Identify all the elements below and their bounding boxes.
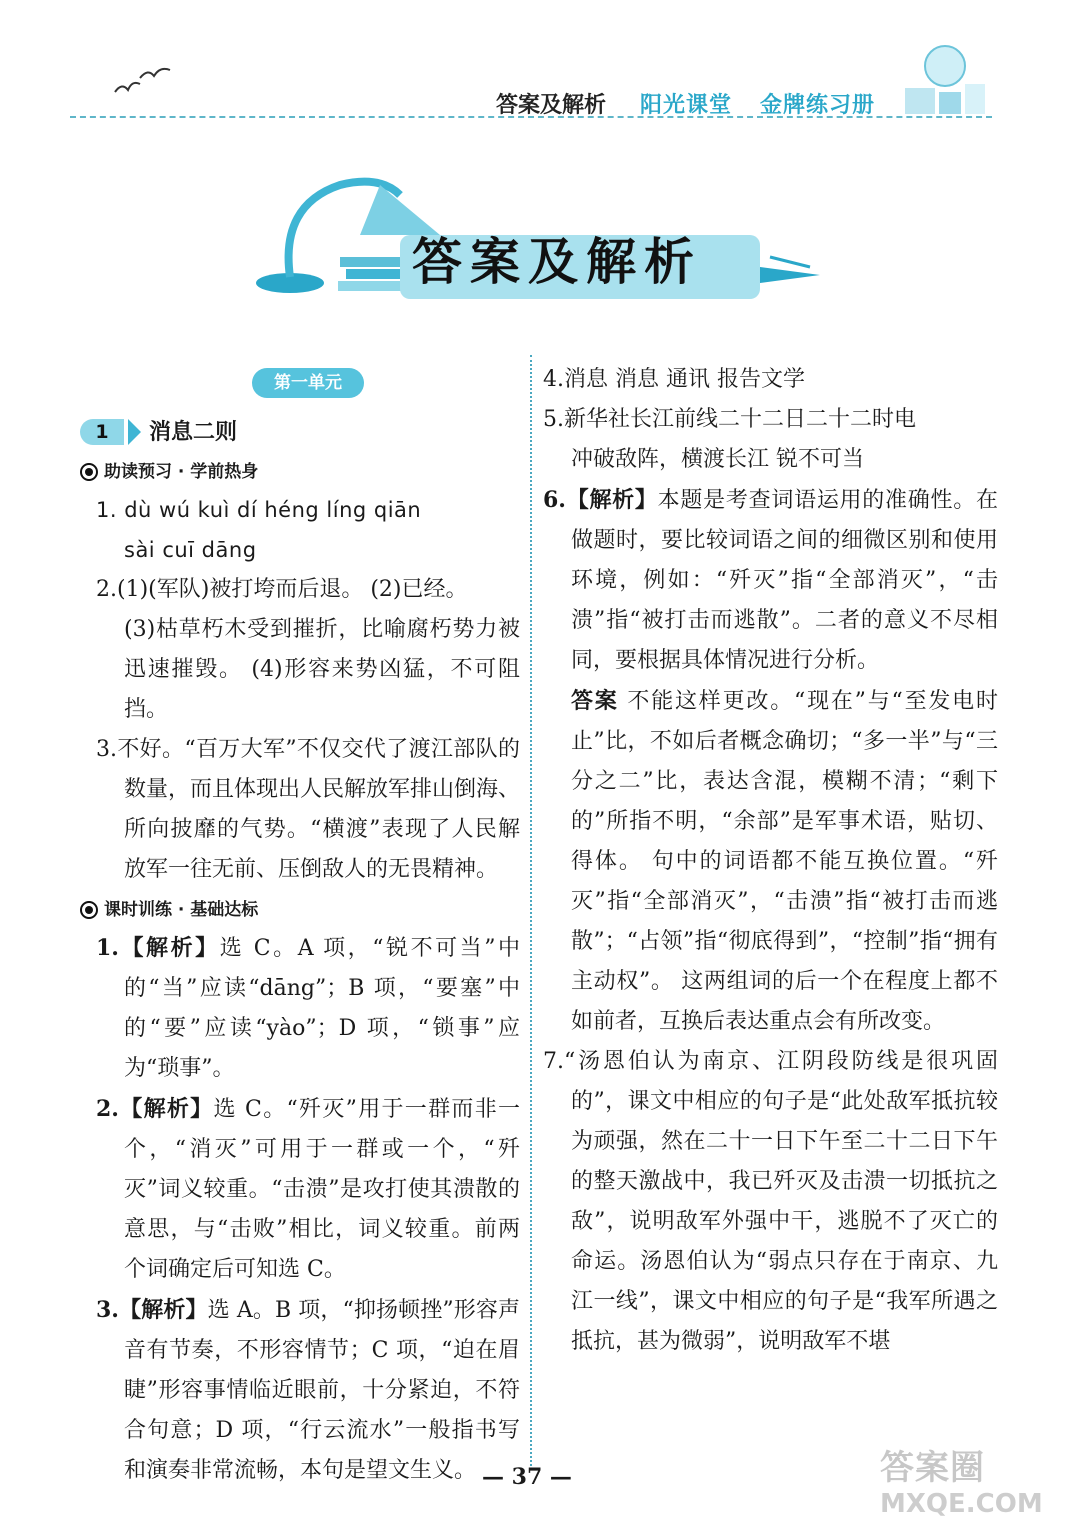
lesson-title: [80, 412, 520, 452]
practice-answer-6: 6.【解析】本题是考查词语运用的准确性。在做题时，要比较词语之间的细微区别和使用环境，例如：“歼灭”指“全部消灭”，“击溃”指“被打击而逃散”。二者的意义不尽相同，要根据具体情况进行分析。: [543, 487, 998, 673]
globe-lamp-decoration: [895, 40, 995, 116]
header-brand: 阳光课堂: [640, 93, 733, 118]
lesson-number: 1: [80, 419, 124, 445]
answer-2-line-1: 2.(1)(军队)被打垮而后退。 (2)已经。: [96, 577, 468, 602]
banner-title: 答案及解析: [412, 233, 702, 291]
column-divider: [530, 355, 532, 1470]
answer-2-line-2: (3)枯草朽木受到摧折，比喻腐朽势力被迅速摧毁。 (4)形容来势凶猛，不可阻挡。: [124, 617, 520, 722]
left-column: [96, 360, 520, 1491]
right-column: [543, 360, 998, 1362]
section-heading-practice: 课时训练 · 基础达标: [80, 892, 520, 928]
practice-answer-5-line-2: 冲破敌阵，横渡长江 锐不可当: [571, 447, 864, 472]
bullet-icon: [80, 463, 98, 481]
practice-answer-6-answer: 答案 不能这样更改。“现在”与“至发电时止”比，不如后者概念确切；“多一半”与“三分之二”比，表达含混，模糊不清；“剩下的”所指不明，“余部”是军事术语，贴切、得体。 句中的词语都不能互换位置。“歼灭”指“全部消灭”，“击溃”指“被打击而逃散”；“占领”指“彻底得到”，“控制”指“拥有主动权”。 这两组词的后一个在程度上都不如前者，互换后表达重点会有所改变。: [571, 688, 998, 1034]
answer-1-line-1: 1. dù wú kuì dí héng líng qiān: [96, 498, 422, 522]
practice-answer-3: 3.【解析】选 A。B 项，“抑扬顿挫”形容声音有节奏，不形容情节；C 项，“迫在眉睫”形容事情临近眼前，十分紧迫，不符合句意；D 项，“行云流水”一般指书写和演奏非常流畅，本句是望文生义。: [96, 1297, 520, 1483]
unit-badge: 第一单元: [252, 368, 364, 398]
arrow-icon: [128, 419, 141, 445]
bullet-icon: [80, 901, 98, 919]
page-number: — 37 —: [482, 1464, 572, 1490]
practice-answer-1: 1.【解析】选 C。A 项，“锐不可当”中的“当”应读“dāng”；B 项，“要塞”中的“要”应读“yào”；D 项，“锁事”应为“琐事”。: [96, 935, 521, 1081]
lesson-title-text: 消息二则: [149, 419, 238, 445]
practice-answer-5-line-1: 5.新华社长江前线二十二日二十二时电: [543, 407, 916, 432]
header-book-title: 金牌练习册: [760, 93, 876, 118]
watermark-logo: 答案圈 MXQE.COM: [880, 1448, 1043, 1519]
answer-3: 3.不好。“百万大军”不仅交代了渡江部队的数量，而且体现出人民解放军排山倒海、所向披靡的气势。“横渡”表现了人民解放军一往无前、压倒敌人的无畏精神。: [96, 737, 521, 882]
practice-answer-7: 7.“汤恩伯认为南京、江阴段防线是很巩固的”，课文中相应的句子是“此处敌军抵抗较为顽强，然在二十一日下午至二十二日下午的整天激战中，我已歼灭及击溃一切抵抗之敌”，说明敌军外强中干，逃脱不了灭亡的命运。汤恩伯认为“弱点只存在于南京、九江一线”，课文中相应的句子是“我军所遇之抵抗，甚为微弱”，说明敌军不堪: [543, 1049, 998, 1354]
practice-answer-2: 2.【解析】选 C。“歼灭”用于一群而非一个，“消灭”可用于一群或一个，“歼灭”词义较重。“击溃”是攻打使其溃散的意思，与“击败”相比，词义较重。前两个词确定后可知选 C。: [96, 1096, 520, 1282]
header-section-title: 答案及解析: [496, 93, 607, 118]
practice-answer-4: 4.消息 消息 通讯 报告文学: [543, 367, 805, 392]
answer-1-line-2: sài cuī dāng: [124, 538, 257, 562]
section-heading-preview: 助读预习 · 学前热身: [80, 454, 520, 490]
